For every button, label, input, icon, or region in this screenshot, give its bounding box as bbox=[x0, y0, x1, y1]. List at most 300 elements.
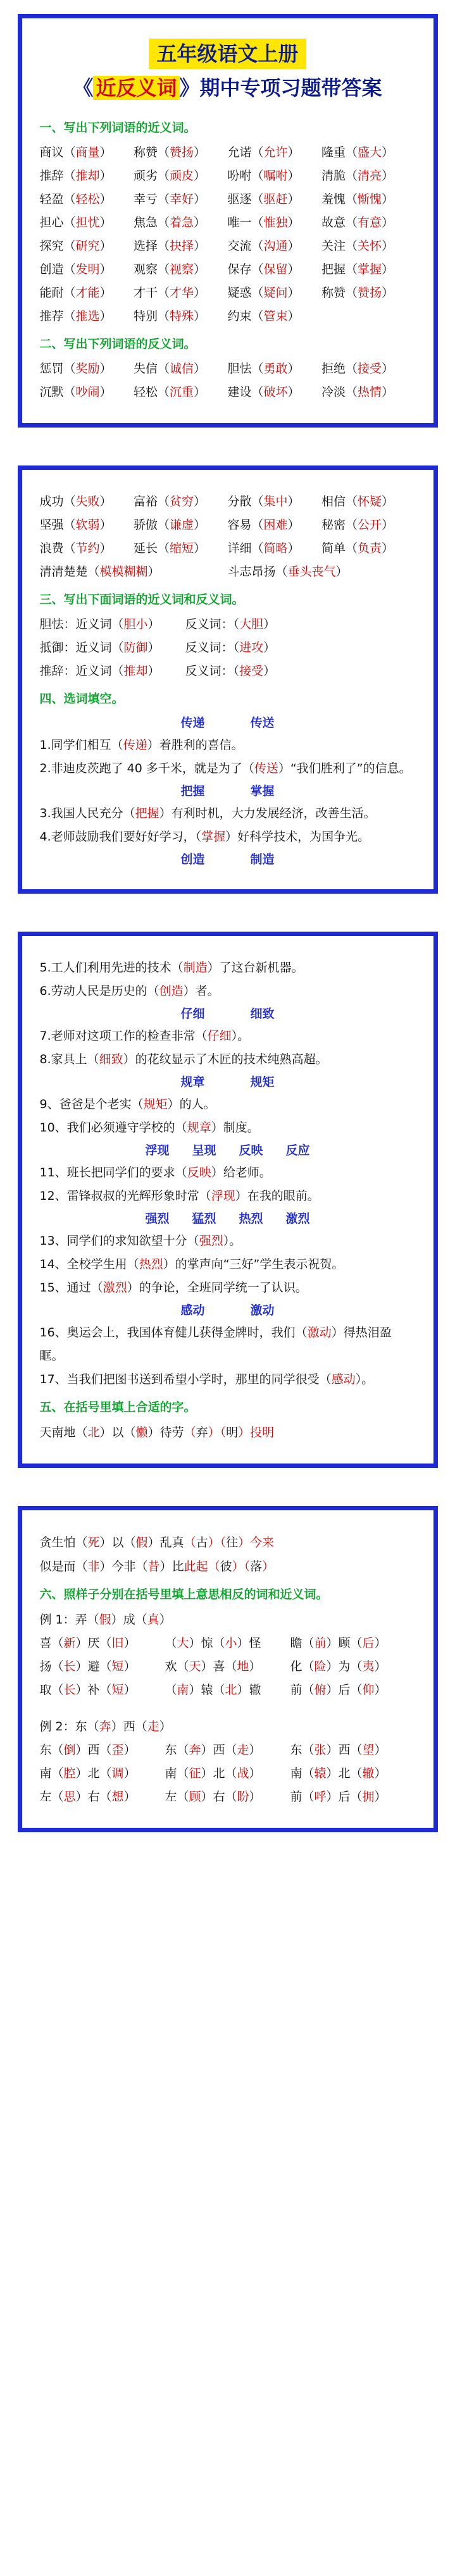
word: 称赞 bbox=[321, 286, 346, 300]
idiom bbox=[290, 1762, 415, 1785]
antonym-pair: 简单（负责） bbox=[321, 541, 394, 555]
word: 唯一 bbox=[227, 216, 252, 230]
syn-label: 近义词（ bbox=[75, 617, 124, 631]
idiom bbox=[290, 1785, 415, 1809]
synonym-row bbox=[40, 235, 416, 258]
answer: 惟独 bbox=[263, 216, 288, 230]
text: ）喜（ bbox=[201, 1660, 237, 1673]
sentence-1: 1.同学们相互（传递）着胜利的喜信。 bbox=[39, 738, 244, 752]
answer: 发明 bbox=[75, 262, 100, 276]
word: 建设 bbox=[227, 385, 252, 399]
answer: 张 bbox=[314, 1743, 327, 1757]
answer: 推选 bbox=[75, 309, 100, 323]
idiom-row bbox=[40, 1739, 416, 1762]
synonym-pair: 清脆（清亮） bbox=[321, 169, 394, 183]
answer: 仰 bbox=[362, 1683, 375, 1697]
text: 前（ bbox=[290, 1683, 315, 1697]
idiom-row bbox=[40, 1785, 416, 1809]
sentence-10: 10、我们必须遵守学校的（规章）制度。 bbox=[39, 1121, 259, 1135]
synonym-pair: 驱逐（驱赶） bbox=[227, 192, 300, 206]
answer: 北 bbox=[225, 1683, 237, 1697]
antonym-row bbox=[40, 514, 416, 537]
answer: 顾 bbox=[189, 1790, 201, 1804]
antonym-pair: 胆怯（勇敢） bbox=[227, 362, 300, 376]
text: ）北（ bbox=[201, 1766, 237, 1780]
idiom bbox=[165, 1632, 290, 1655]
synonym-grid bbox=[40, 141, 416, 328]
word: 详细 bbox=[227, 541, 252, 555]
answer: 北 bbox=[87, 1426, 100, 1439]
ant-label: 反义词：（ bbox=[185, 617, 240, 631]
answer: 才能 bbox=[75, 286, 100, 300]
text: 左（ bbox=[165, 1790, 189, 1804]
text: 弃 bbox=[196, 1426, 208, 1439]
options-8: 感动 激动 bbox=[180, 1303, 275, 1317]
answer: 贫穷 bbox=[170, 495, 194, 508]
text: 瞻（ bbox=[290, 1636, 315, 1650]
answer: 旧 bbox=[111, 1636, 124, 1650]
answer: 地 bbox=[237, 1660, 249, 1673]
answer: 南 bbox=[177, 1683, 189, 1697]
antonym-pair: 富裕（贫穷） bbox=[134, 495, 206, 508]
text: ） bbox=[123, 1766, 136, 1780]
text: ） bbox=[123, 1743, 136, 1757]
options-3: 创造 制造 bbox=[180, 853, 275, 866]
idiom bbox=[165, 1762, 290, 1785]
text: ） bbox=[123, 1790, 136, 1804]
word: 分散 bbox=[227, 495, 252, 508]
answer: 勇敢 bbox=[263, 362, 288, 376]
ant-label: 反义词：（ bbox=[185, 664, 240, 678]
text: 取（ bbox=[39, 1683, 64, 1697]
word: 秘密 bbox=[321, 518, 346, 532]
text: 明 bbox=[226, 1426, 239, 1439]
answer: 辙 bbox=[362, 1766, 375, 1780]
answer: 关怀 bbox=[358, 239, 382, 253]
text: ） bbox=[374, 1660, 387, 1673]
answer: 前 bbox=[314, 1636, 327, 1650]
synonym-pair: 允诺（允许） bbox=[227, 145, 300, 159]
answer: 险 bbox=[314, 1660, 327, 1673]
word: 羞愧 bbox=[321, 192, 346, 206]
options-2: 把握 掌握 bbox=[180, 784, 275, 798]
answer: 软弱 bbox=[75, 518, 100, 532]
answer: 懒 bbox=[135, 1426, 148, 1439]
word: 沉默 bbox=[39, 385, 64, 399]
word: 驱逐 bbox=[227, 192, 252, 206]
answer: 后 bbox=[362, 1636, 375, 1650]
sentence-5: 5.工人们利用先进的技术（制造）了这台新机器。 bbox=[39, 961, 304, 975]
answer: 拥 bbox=[362, 1790, 375, 1804]
sentence-6: 6.劳动人民是历史的（创造）者。 bbox=[39, 984, 220, 998]
antonym-pair: 冷淡（热情） bbox=[321, 385, 394, 399]
antonym-grid-continued bbox=[40, 490, 416, 560]
antonym-grid bbox=[40, 357, 416, 404]
word: 冷淡 bbox=[321, 385, 346, 399]
text: 古 bbox=[196, 1536, 208, 1550]
text: ） bbox=[123, 1683, 136, 1697]
text: 似是而（ bbox=[39, 1560, 88, 1574]
card-3 bbox=[18, 932, 438, 1468]
answer: 掌握 bbox=[358, 262, 382, 276]
sentence-13: 13、同学们的求知欲望十分（强烈）。 bbox=[39, 1234, 242, 1248]
antonym-row bbox=[40, 381, 416, 404]
text: ） bbox=[374, 1790, 387, 1804]
text: ）乱真 bbox=[147, 1536, 184, 1550]
synonym-pair: 选择（抉择） bbox=[134, 239, 206, 253]
answer: （ bbox=[184, 1536, 196, 1550]
answer: 推却 bbox=[123, 664, 148, 678]
answer: 嘱咐 bbox=[263, 169, 288, 183]
answer: 昔 bbox=[147, 1560, 160, 1574]
word: 保存 bbox=[227, 262, 252, 276]
antonym-idiom-grid bbox=[40, 1632, 416, 1702]
sentence-16: 16、奥运会上，我国体育健儿获得金牌时，我们（激动）得热泪盈眶。 bbox=[39, 1326, 392, 1363]
options-6: 浮现 呈现 反映 反应 bbox=[145, 1143, 310, 1157]
syn-ant-item: 抵御：近义词（防御） 反义词：（进攻） bbox=[39, 641, 276, 655]
answer: 非 bbox=[87, 1560, 100, 1574]
answer: 负责 bbox=[358, 541, 382, 555]
antonym-row bbox=[40, 537, 416, 560]
text: ）补（ bbox=[75, 1683, 112, 1697]
word: 富裕 bbox=[134, 495, 158, 508]
text: ）西（ bbox=[326, 1743, 363, 1757]
answer: 节约 bbox=[75, 541, 100, 555]
answer: 想 bbox=[111, 1790, 124, 1804]
idiom bbox=[165, 1655, 290, 1679]
antonym-pair: 浪费（节约） bbox=[39, 541, 112, 555]
answer: 推却 bbox=[75, 169, 100, 183]
sentence-3: 3.我国人民充分（把握）有利时机，大力发展经济，改善生活。 bbox=[39, 806, 376, 820]
word: 吩咐 bbox=[227, 169, 252, 183]
text: ）辕（ bbox=[189, 1683, 225, 1697]
antonym-pair: 分散（集中） bbox=[227, 495, 300, 508]
synonym-row bbox=[40, 281, 416, 305]
answer: 接受 bbox=[358, 362, 382, 376]
options-5: 规章 规矩 bbox=[180, 1075, 275, 1089]
answer: 允许 bbox=[263, 145, 288, 159]
fill-row-3 bbox=[40, 1555, 416, 1579]
synonym-pair: 担心（担忧） bbox=[39, 216, 112, 230]
synonym-pair: 唯一（惟独） bbox=[227, 216, 300, 230]
answer: 短 bbox=[111, 1660, 124, 1673]
card-4 bbox=[18, 1506, 438, 1832]
answer: 困难 bbox=[263, 518, 288, 532]
word: 担心 bbox=[39, 216, 64, 230]
synonym-pair: 能耐（才能） bbox=[39, 286, 112, 300]
answer: 保留 bbox=[263, 262, 288, 276]
synonym-row bbox=[40, 305, 416, 328]
word: 失信 bbox=[134, 362, 158, 376]
word: 能耐 bbox=[39, 286, 64, 300]
word: 延长 bbox=[134, 541, 158, 555]
text: ）避（ bbox=[75, 1660, 112, 1673]
text: ） bbox=[123, 1660, 136, 1673]
text: 南（ bbox=[165, 1766, 189, 1780]
answer: 腔 bbox=[63, 1766, 76, 1780]
answer: 短 bbox=[111, 1683, 124, 1697]
text: ）西（ bbox=[111, 1720, 147, 1734]
text: 东（ bbox=[39, 1743, 64, 1757]
answer: 管束 bbox=[263, 309, 288, 323]
answer: 盛大 bbox=[358, 145, 382, 159]
synonym-pair: 推辞（推却） bbox=[39, 169, 112, 183]
word: 浪费 bbox=[39, 541, 64, 555]
antonym-pair: 成功（失败） bbox=[39, 495, 112, 508]
word: 拒绝 bbox=[321, 362, 346, 376]
text: ）惊（ bbox=[189, 1636, 225, 1650]
word: 观察 bbox=[134, 262, 158, 276]
word: 骄傲 bbox=[134, 518, 158, 532]
answer: 赞扬 bbox=[170, 145, 194, 159]
text: （ bbox=[165, 1636, 177, 1650]
text: 东（ bbox=[290, 1743, 315, 1757]
answer: 研究 bbox=[75, 239, 100, 253]
section-4-heading: 四、选词填空。 bbox=[39, 692, 124, 706]
idiom bbox=[40, 1762, 165, 1785]
word: 交流 bbox=[227, 239, 252, 253]
text: ） bbox=[374, 1743, 387, 1757]
answer: 奖励 bbox=[75, 362, 100, 376]
synonym-row bbox=[40, 188, 416, 211]
text: 落 bbox=[250, 1560, 263, 1574]
text: ）以（ bbox=[99, 1536, 136, 1550]
word: 称赞 bbox=[134, 145, 158, 159]
text: ）辙 bbox=[237, 1683, 261, 1697]
answer: 盼 bbox=[237, 1790, 249, 1804]
sentence-7: 7.老师对这项工作的检查非常（仔细）。 bbox=[39, 1029, 250, 1043]
answer: 特殊 bbox=[170, 309, 194, 323]
word: 轻盈 bbox=[39, 192, 64, 206]
section-6-heading: 六、照样子分别在括号里填上意思相反的词和近义词。 bbox=[39, 1587, 328, 1601]
fill-row-2 bbox=[40, 1531, 416, 1555]
sentence-11: 11、班长把同学们的要求（反映）给老师。 bbox=[39, 1166, 271, 1180]
antonym-pair: 拒绝（接受） bbox=[321, 362, 394, 376]
answer: 沉重 bbox=[170, 385, 194, 399]
answer: 驱赶 bbox=[263, 192, 288, 206]
answer: 小 bbox=[225, 1636, 237, 1650]
synonym-pair: 故意（有意） bbox=[321, 216, 394, 230]
idiom bbox=[40, 1785, 165, 1809]
syn-ant-item: 推辞：近义词（推却） 反义词：（接受） bbox=[39, 664, 276, 678]
synonym-pair: 探究（研究） bbox=[39, 239, 112, 253]
word: 创造 bbox=[39, 262, 64, 276]
idiom-row bbox=[40, 1655, 416, 1679]
answer: 简略 bbox=[263, 541, 288, 555]
idiom bbox=[165, 1739, 290, 1762]
text: ）成（ bbox=[111, 1613, 147, 1627]
sentence-17: 17、当我们把图书送到希望小学时，那里的同学很受（感动）。 bbox=[39, 1372, 374, 1386]
answer: ）（ bbox=[232, 1560, 251, 1574]
answer: ）今来 bbox=[238, 1536, 275, 1550]
sentence-8: 8.家具上（细致）的花纹显示了木匠的技术纯熟高超。 bbox=[39, 1052, 328, 1066]
sentence-14: 14、全校学生用（热烈）的掌声向“三好”学生表示祝贺。 bbox=[39, 1257, 344, 1271]
answer: 思 bbox=[63, 1790, 76, 1804]
card-2 bbox=[18, 465, 438, 894]
answer: 赞扬 bbox=[358, 286, 382, 300]
answer: 惭愧 bbox=[358, 192, 382, 206]
word: 才干 bbox=[134, 286, 158, 300]
answer: ）投明 bbox=[238, 1426, 275, 1439]
text: ） bbox=[159, 1720, 171, 1734]
synonym-pair: 顽劣（顽皮） bbox=[134, 169, 206, 183]
word: 容易 bbox=[227, 518, 252, 532]
word: 推荐 bbox=[39, 309, 64, 323]
synonym-pair: 隆重（盛大） bbox=[321, 145, 394, 159]
syn-label: 近义词（ bbox=[75, 641, 124, 655]
text: ）后（ bbox=[326, 1790, 363, 1804]
answer: 假 bbox=[99, 1613, 111, 1627]
synonym-idiom-grid bbox=[40, 1739, 416, 1809]
word: 清脆 bbox=[321, 169, 346, 183]
text: ）怪 bbox=[237, 1636, 261, 1650]
text: 例 2：东（ bbox=[39, 1720, 99, 1734]
word: 故意 bbox=[321, 216, 346, 230]
text: 喜（ bbox=[39, 1636, 64, 1650]
answer: 长 bbox=[63, 1683, 76, 1697]
word: 隆重 bbox=[321, 145, 346, 159]
answer: 新 bbox=[63, 1636, 76, 1650]
word: 坚强 bbox=[39, 518, 64, 532]
idiom-row bbox=[40, 1632, 416, 1655]
page-subtitle: 《 近反义词 》期中专项习题带答案 bbox=[73, 76, 382, 100]
text: 贪生怕（ bbox=[39, 1536, 88, 1550]
syn-label: 近义词（ bbox=[75, 664, 124, 678]
fill-row-1 bbox=[40, 1420, 416, 1445]
section-2-heading: 二、写出下列词语的反义词。 bbox=[39, 337, 196, 351]
synonym-pair: 创造（发明） bbox=[39, 262, 112, 276]
antonym-pair: 建设（破坏） bbox=[227, 385, 300, 399]
example-1 bbox=[40, 1608, 416, 1632]
answer: 视察 bbox=[170, 262, 194, 276]
answer: 抉择 bbox=[170, 239, 194, 253]
text: ）西（ bbox=[201, 1743, 237, 1757]
idiom bbox=[290, 1655, 415, 1679]
antonym-pair: 惩罚（奖励） bbox=[39, 362, 112, 376]
answer: ） bbox=[262, 1560, 275, 1574]
synonym-pair: 推荐（推选） bbox=[39, 309, 112, 323]
antonym-pair: 坚强（软弱） bbox=[39, 518, 112, 532]
word: 商议 bbox=[39, 145, 64, 159]
antonym-pair: 详细（简略） bbox=[227, 541, 300, 555]
text: ）北（ bbox=[326, 1766, 363, 1780]
title-block bbox=[40, 39, 416, 102]
text: ） bbox=[249, 1790, 261, 1804]
answer: 夷 bbox=[362, 1660, 375, 1673]
synonym-pair: 特别（特殊） bbox=[134, 309, 206, 323]
section-3-heading: 三、写出下面词语的近义词和反义词。 bbox=[39, 593, 244, 607]
text: ）右（ bbox=[201, 1790, 237, 1804]
antonym-pair: 延长（缩短） bbox=[134, 541, 206, 555]
synonym-pair: 幸亏（幸好） bbox=[134, 192, 206, 206]
answer: 热情 bbox=[358, 385, 382, 399]
text: 欢（ bbox=[165, 1660, 189, 1673]
idiom bbox=[290, 1679, 415, 1702]
synonym-pair: 称赞（赞扬） bbox=[321, 286, 394, 300]
text: ）厌（ bbox=[75, 1636, 112, 1650]
synonym-row bbox=[40, 258, 416, 281]
text: ）西（ bbox=[75, 1743, 112, 1757]
answer: 顽皮 bbox=[170, 169, 194, 183]
word: 胆怯： bbox=[39, 617, 76, 631]
answer: 辕 bbox=[314, 1766, 327, 1780]
answer: 着急 bbox=[170, 216, 194, 230]
text: ）以（ bbox=[99, 1426, 136, 1439]
example-2 bbox=[40, 1715, 416, 1739]
synonym-pair: 焦急（着急） bbox=[134, 216, 206, 230]
word: 抵御： bbox=[39, 641, 76, 655]
word: 约束 bbox=[227, 309, 252, 323]
word: 顽劣 bbox=[134, 169, 158, 183]
text: 往 bbox=[226, 1536, 239, 1550]
answer: 失败 bbox=[75, 495, 100, 508]
answer: 天 bbox=[189, 1660, 201, 1673]
text: ） bbox=[123, 1636, 136, 1650]
section-1-heading: 一、写出下列词语的近义词。 bbox=[39, 121, 196, 135]
synonym-row bbox=[40, 141, 416, 164]
answer: 胆小 bbox=[123, 617, 148, 631]
answer: （ bbox=[184, 1426, 196, 1439]
answer: 幸好 bbox=[170, 192, 194, 206]
sentence-2: 2.非迪皮茨跑了 40 多千米，就是为了（传送）“我们胜利了”的信息。 bbox=[39, 761, 411, 775]
answer: 征 bbox=[189, 1766, 201, 1780]
sentence-9: 9、爸爸是个老实（规矩）的人。 bbox=[39, 1097, 216, 1111]
text: 南（ bbox=[39, 1766, 64, 1780]
answer: 进攻 bbox=[239, 641, 264, 655]
word: 把握 bbox=[321, 262, 346, 276]
word: 推辞： bbox=[39, 664, 76, 678]
synonym-pair: 称赞（赞扬） bbox=[134, 145, 206, 159]
answer: 吵闹 bbox=[75, 385, 100, 399]
text: ）北（ bbox=[75, 1766, 112, 1780]
synonym-pair: 商议（商量） bbox=[39, 145, 112, 159]
answer: 倒 bbox=[63, 1743, 76, 1757]
answer: 清亮 bbox=[358, 169, 382, 183]
options-7: 强烈 猛烈 热烈 激烈 bbox=[145, 1212, 310, 1226]
answer: 沟通 bbox=[263, 239, 288, 253]
synonym-pair: 羞愧（惭愧） bbox=[321, 192, 394, 206]
text: 东（ bbox=[165, 1743, 189, 1757]
text: ）为（ bbox=[326, 1660, 363, 1673]
answer: 奔 bbox=[99, 1720, 111, 1734]
word: 选择 bbox=[134, 239, 158, 253]
answer: 走 bbox=[147, 1720, 159, 1734]
text: 左（ bbox=[39, 1790, 64, 1804]
ant-label: 反义词：（ bbox=[185, 641, 240, 655]
idiom bbox=[290, 1739, 415, 1762]
answer: 战 bbox=[237, 1766, 249, 1780]
answer: 担忧 bbox=[75, 216, 100, 230]
word: 简单 bbox=[321, 541, 346, 555]
answer: 假 bbox=[135, 1536, 148, 1550]
synonym-pair: 约束（管束） bbox=[227, 309, 300, 323]
text: （ bbox=[165, 1683, 177, 1697]
idiom bbox=[40, 1679, 165, 1702]
synonym-pair: 把握（掌握） bbox=[321, 262, 394, 276]
text: ） bbox=[159, 1613, 171, 1627]
text: 扬（ bbox=[39, 1660, 64, 1673]
answer: 防御 bbox=[123, 641, 148, 655]
answer: 奔 bbox=[189, 1743, 201, 1757]
answer: 有意 bbox=[358, 216, 382, 230]
synonym-pair: 吩咐（嘱咐） bbox=[227, 169, 300, 183]
synonym-pair: 保存（保留） bbox=[227, 262, 300, 276]
word: 焦急 bbox=[134, 216, 158, 230]
text: ）顾（ bbox=[326, 1636, 363, 1650]
antonym-pair: 容易（困难） bbox=[227, 518, 300, 532]
synonym-pair: 轻盈（轻松） bbox=[39, 192, 112, 206]
answer: 望 bbox=[362, 1743, 375, 1757]
